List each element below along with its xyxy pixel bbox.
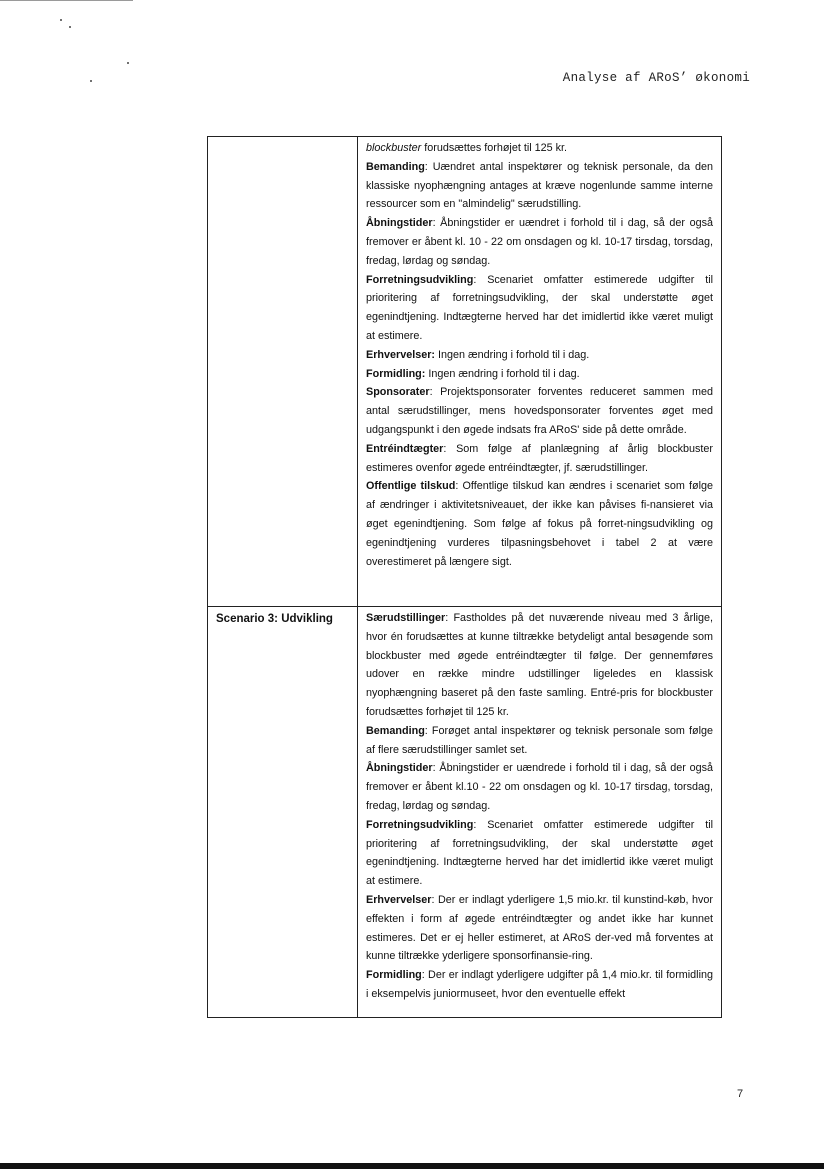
- running-header: Analyse af ARoS’ økonomi: [562, 71, 750, 85]
- paragraph: [366, 346, 713, 365]
- paragraph: [366, 139, 713, 158]
- scenario-table: [207, 136, 722, 1018]
- paragraph-term: Forretningsudvikling: [366, 273, 474, 286]
- paragraph-text: : Forøget antal inspektører og teknisk personale som følge af flere særudstillinger samlet set.: [366, 724, 713, 756]
- paragraph-text: : Uændret antal inspektører og teknisk personale, da den klassiske nyophængning antages at kræve nogenlunde samme interne ressourcer som en "almindelig" særudstilling.: [366, 160, 713, 211]
- paragraph: [366, 609, 713, 722]
- scan-edge-line: [0, 0, 133, 1]
- row-text-cell: [358, 607, 722, 1018]
- paragraph-term: Bemanding: [366, 160, 425, 173]
- paragraph: [366, 158, 713, 214]
- paragraph-text: : Åbningstider er uændrede i forhold til i dag, så der også fremover er åbent kl.10 - 22 om onsdagen og kl. 10-17 tirsdag, torsdag, fredag, lørdag og søndag.: [366, 762, 713, 812]
- paragraph-text: : Åbningstider er uændret i forhold til i dag, så der også fremover er åbent kl. 10 - 22 om onsdagen og kl. 10-17 tirsdag, torsdag, fredag, lørdag og søndag.: [366, 217, 713, 267]
- scan-speck: [60, 19, 62, 21]
- paragraph-term: Forretningsudvikling: [366, 818, 474, 831]
- paragraph: [366, 440, 713, 478]
- paragraph-text: forudsættes forhøjet til 125 kr.: [424, 142, 568, 154]
- scan-speck: [127, 62, 129, 64]
- paragraph-term: Sponsorater: [366, 386, 430, 399]
- paragraph-term: Særudstillinger: [366, 612, 446, 624]
- paragraph-term: Åbningstider: [366, 762, 433, 775]
- table-row: [208, 137, 722, 607]
- paragraph-text: : Scenariet omfatter estimerede udgifter til prioritering af forretningsudvikling, der skal understøtte øget egenindtjening. Indtægterne herved har det imidlertid ikke været muligt at estimere.: [366, 818, 713, 888]
- scan-speck: [90, 80, 92, 82]
- row-text-cell: [358, 137, 722, 607]
- paragraph: [366, 816, 713, 891]
- row-label: [208, 137, 357, 140]
- paragraph: [366, 891, 713, 966]
- paragraph-text: : Scenariet omfatter estimerede udgifter til prioritering af forretningsudvikling, der skal understøtte øget egenindtjening. Indtægterne herved har det imidlertid ikke været muligt at estimere.: [366, 273, 713, 342]
- paragraph: [366, 759, 713, 815]
- paragraph-term: Bemanding: [366, 724, 425, 737]
- row-text: [358, 607, 721, 1004]
- paragraph-text: : Offentlige tilskud kan ændres i scenariet som følge af ændringer i aktivitetsniveauet, der ikke kan påvises fi-nansieret via øget egenindtjening. Som følge af fokus på forret-ningsudvikling og egenindtjening vurderes tilpasningsbehovet i tabel 2 at være overestimeret på længere sigt.: [366, 480, 713, 568]
- paragraph: [366, 214, 713, 270]
- row-text: [358, 137, 721, 571]
- paragraph-text: : Som følge af planlægning af årlig blockbuster estimeres ovenfor øgede entréindtægter, jf. særudstillinger.: [366, 442, 713, 474]
- paragraph-term: Erhvervelser: [366, 893, 432, 906]
- paragraph-text: : Der er indlagt yderligere udgifter på 1,4 mio.kr. til formidling i eksempelvis juniormuseet, hvor den eventuelle effekt: [366, 969, 713, 1000]
- paragraph-text: : Fastholdes på det nuværende niveau med 3 årlige, hvor én forudsættes at kunne tiltrække betydeligt antal besøgende som blockbuster med øgede entréindtægter til følge. Der gennemføres udover en række mindre udstillinger ligeledes en klassisk nyophængning baseret på den faste samling. Entré-pris for blockbuster forudsættes forhøjet til 125 kr.: [366, 612, 713, 718]
- paragraph: [366, 271, 713, 346]
- table-row: [208, 607, 722, 1018]
- scan-bottom-edge: [0, 1163, 824, 1169]
- paragraph-term: Erhvervelser:: [366, 348, 436, 361]
- paragraph: [366, 722, 713, 760]
- italic-lead: blockbuster: [366, 142, 422, 154]
- paragraph: [366, 365, 713, 384]
- paragraph-term: Offentlige tilskud: [366, 480, 456, 493]
- paragraph-text: Ingen ændring i forhold til i dag.: [435, 348, 590, 361]
- paragraph-term: Åbningstider: [366, 217, 433, 230]
- paragraph-term: Formidling: [366, 969, 422, 982]
- row-label-cell: [208, 137, 358, 607]
- paragraph: [366, 477, 713, 571]
- paragraph: [366, 966, 713, 1004]
- paragraph-text: Ingen ændring i forhold til i dag.: [425, 367, 580, 380]
- page-number: 7: [737, 1088, 744, 1100]
- row-label-cell: [208, 607, 358, 1018]
- paragraph-text: : Der er indlagt yderligere 1,5 mio.kr. til kunstind-køb, hvor effekten i form af øgede entréindtægter og andet ikke har kunnet estimeres. Det er ej heller estimeret, at ARoS der-ved må forventes at kunne tiltrække yderligere sponsorfinansie-ring.: [366, 893, 713, 963]
- row-label: Scenario 3: Udvikling: [216, 613, 333, 625]
- paragraph-term: Formidling:: [366, 367, 426, 380]
- paragraph: [366, 383, 713, 439]
- paragraph-term: Entréindtægter: [366, 442, 444, 455]
- paragraph-text: : Projektsponsorater forventes reduceret sammen med antal særudstillinger, mens hovedsponsorater forventes øget med udgangspunkt i den øgede indsats fra ARoS' side på dette område.: [366, 386, 713, 436]
- scan-speck: [69, 26, 71, 28]
